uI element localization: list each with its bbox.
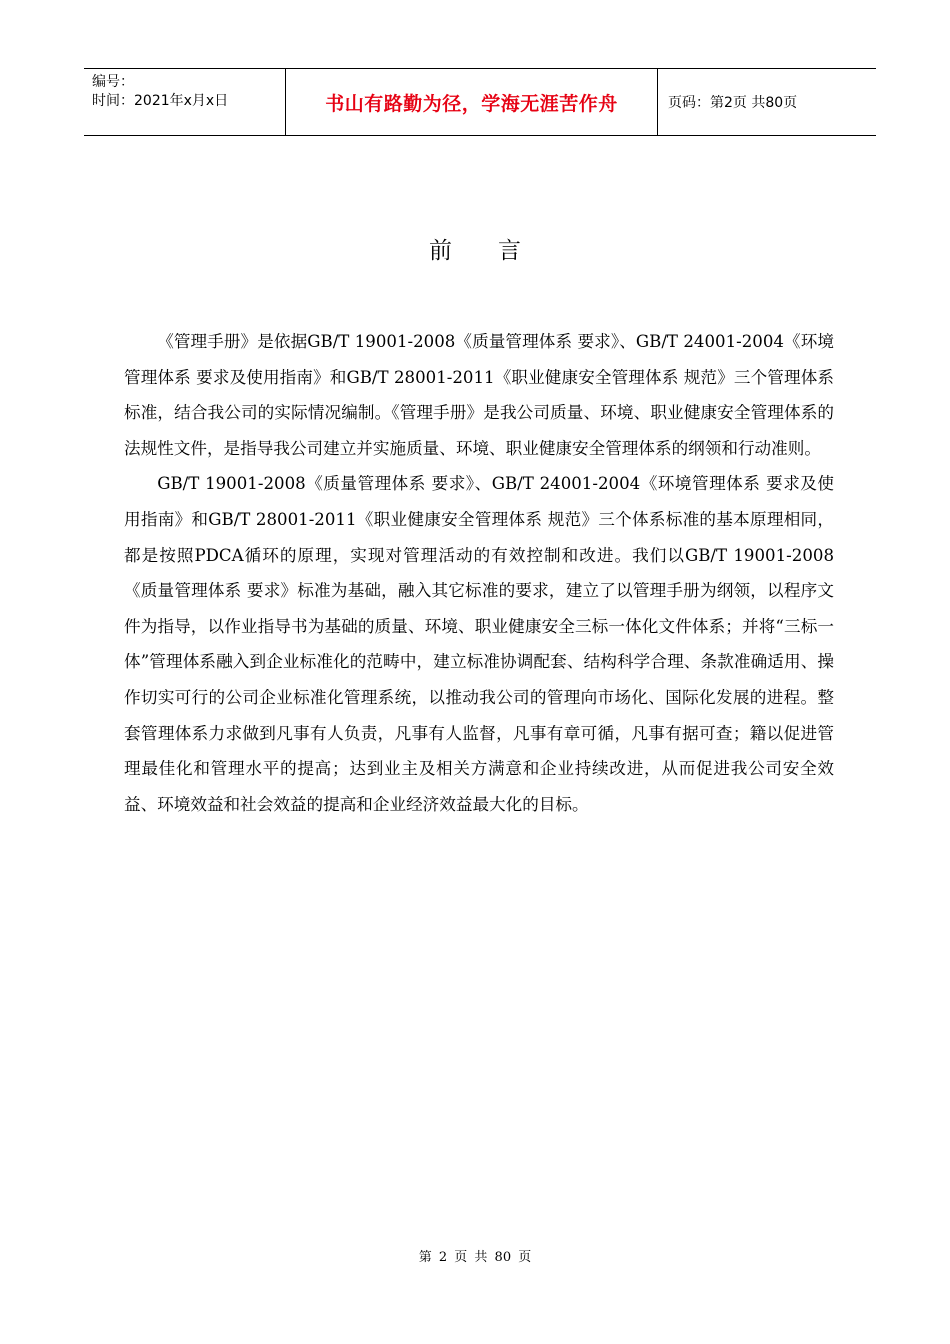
page-footer: 第 2 页 共 80 页: [418, 1250, 532, 1265]
preface-body: [124, 324, 834, 822]
page-title: 前言: [429, 238, 567, 264]
header-table: [84, 68, 876, 136]
paragraph-2: GB/T 19001-2008《质量管理体系 要求》、GB/T 24001-2004《环境管理体系 要求及使用指南》和GB/T 28001-2011《职业健康安全管理体系 规范》三个体系标准的基本原理相同，都是按照PDCA循环的原理，实现对管理活动的有效控制和改进。我们以GB/T 19001-2008《质量管理体系 要求》标准为基础，融入其它标准的要求，建立了以管理手册为纲领，以程序文件为指导，以作业指导书为基础的质量、环境、职业健康安全三标一体化文件体系；并将“三标一体”管理体系融入到企业标准化的范畴中，建立标准协调配套、结构科学合理、条款准确适用、操作切实可行的公司企业标准化管理系统，以推动我公司的管理向市场化、国际化发展的进程。整套管理体系力求做到凡事有人负责，凡事有人监督，凡事有章可循，凡事有据可查；籍以促进管理最佳化和管理水平的提高；达到业主及相关方满意和企业持续改进，从而促进我公司安全效益、环境效益和社会效益的提高和企业经济效益最大化的目标。: [124, 474, 834, 814]
document-number-label: 编号：: [92, 74, 134, 90]
header-page-info: 页码：第2页 共80页: [668, 95, 798, 111]
header-meta-cell: [84, 69, 286, 135]
paragraph-1: 《管理手册》是依据GB/T 19001-2008《质量管理体系 要求》、GB/T 24001-2004《环境管理体系 要求及使用指南》和GB/T 28001-2011《职业健康安全管理体系 规范》三个管理体系标准，结合我公司的实际情况编制。《管理手册》是我公司质量、环境、职业健康安全管理体系的法规性文件，是指导我公司建立并实施质量、环境、职业健康安全管理体系的纲领和行动准则。: [124, 332, 834, 458]
header-motto: 书山有路勤为径，学海无涯苦作舟: [286, 69, 658, 135]
document-date: 时间：2021年x月x日: [92, 93, 229, 109]
